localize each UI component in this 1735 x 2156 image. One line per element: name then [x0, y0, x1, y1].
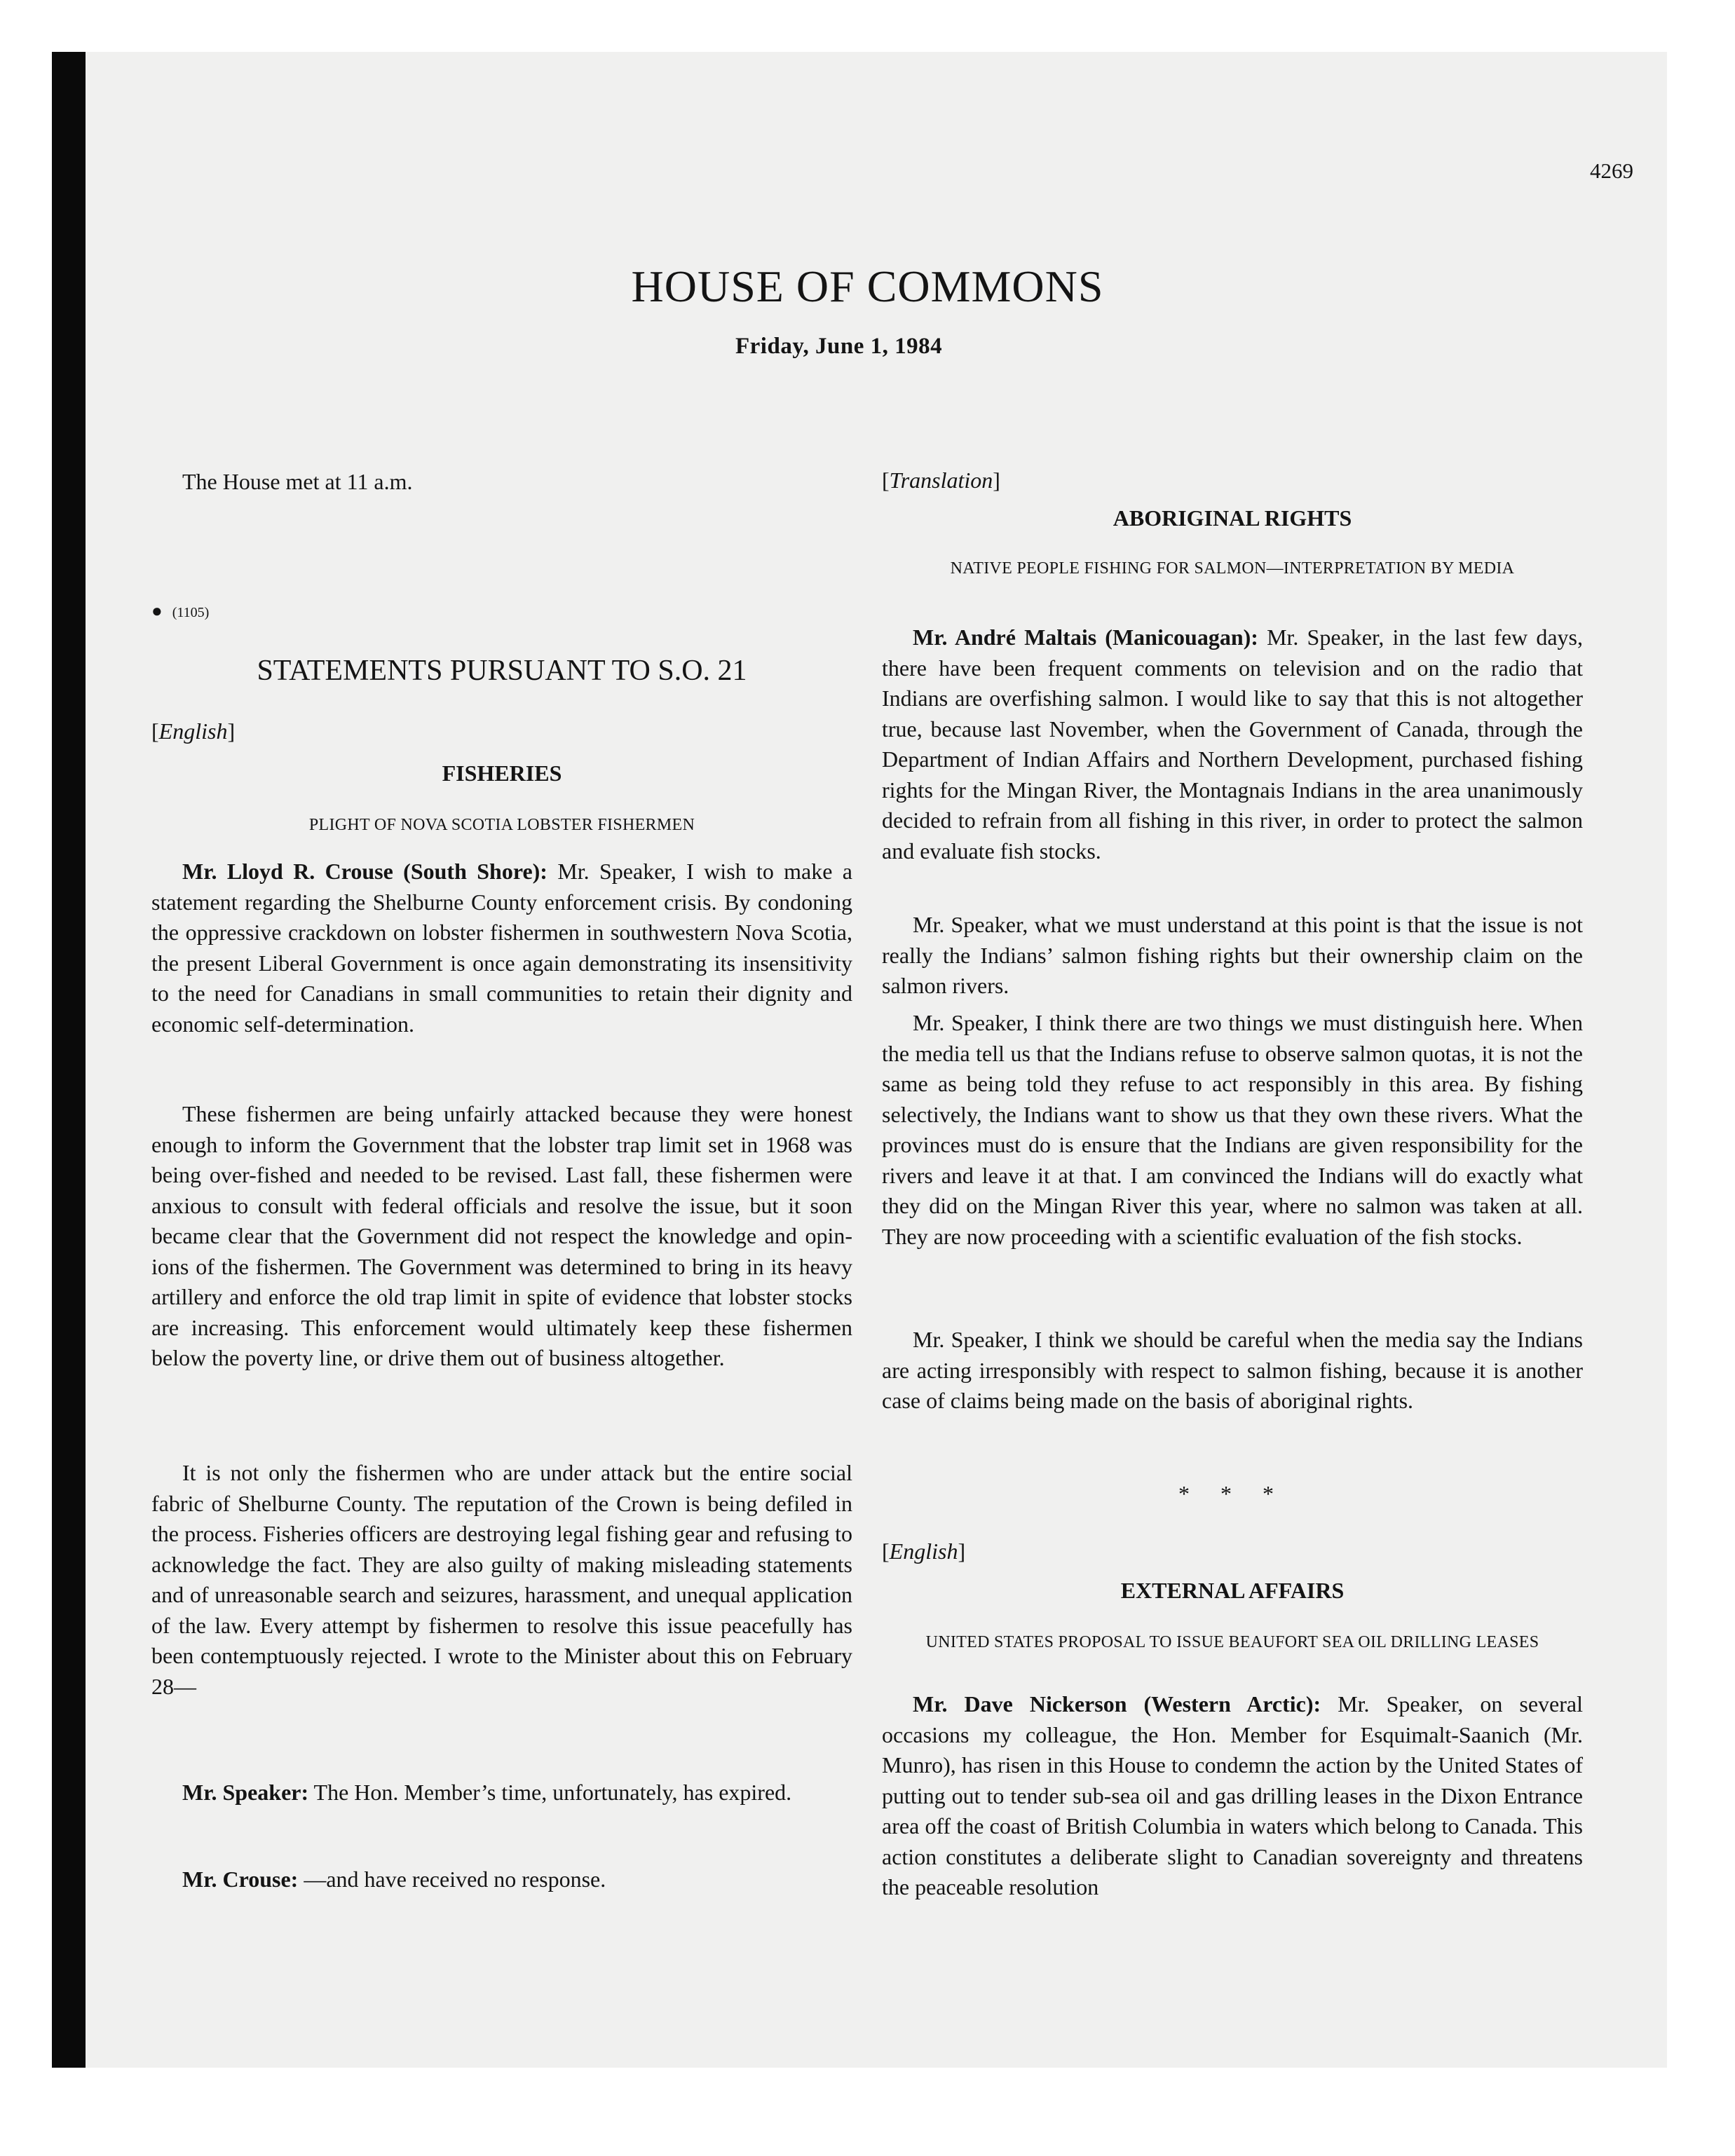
language-tag-translation: [Translation]: [882, 468, 1000, 493]
speech-text: —and have received no response.: [298, 1867, 606, 1892]
speech-crouse-p1: [151, 857, 852, 1039]
time-marker: [151, 594, 852, 629]
speech-text: Mr. Speaker, in the last few days, there have been frequent comments on television and on the radio that Indians are overfishing salmon. I would like to say that this is not altogether true, because last November, when the Government of Canada, through the Department of Indian Affairs and Northern Development, purchased fishing rights for the Mingan River, the Montagnais Indians in the area unanimously decided to refrain from all fishing in this river, in order to protect the salmon and evaluate fish stocks.: [882, 625, 1584, 864]
speaker-name: Mr. Crouse:: [182, 1867, 299, 1892]
sitting-date: Friday, June 1, 1984: [735, 334, 943, 359]
speech-crouse-closing: [151, 1864, 852, 1895]
subject-heading-fisheries: FISHERIES: [442, 760, 562, 786]
topic-heading-salmon: NATIVE PEOPLE FISHING FOR SALMON—INTERPRETATION BY MEDIA: [950, 559, 1515, 578]
bullet-icon: ●: [151, 601, 163, 621]
speech-maltais-p4: Mr. Speaker, I think we should be careful when the media say the Indians are acting irresponsibly with respect to salmon fishing, because it is another case of claims being made on the basis of aboriginal rights.: [882, 1327, 1583, 1413]
language-tag-text: English: [158, 718, 228, 744]
subject-heading-external-affairs: EXTERNAL AFFAIRS: [1120, 1578, 1345, 1603]
section-title: STATEMENTS PURSUANT TO S.O. 21: [257, 655, 747, 687]
page-number: 4269: [1590, 158, 1633, 183]
scan-edge-bar: [52, 52, 86, 2068]
speech-maltais-p2: Mr. Speaker, what we must understand at this point is that the issue is not really the Indians’ salmon fishing rights but their ownership claim on the salmon rivers.: [882, 912, 1583, 998]
speech-maltais-p1: [882, 622, 1583, 866]
topic-heading-lobster: PLIGHT OF NOVA SCOTIA LOBSTER FISHERMEN: [308, 816, 695, 834]
speech-text: The Hon. Member’s time, unfortunately, has expired.: [308, 1780, 792, 1805]
speech-crouse-p3: It is not only the fishermen who are under attack but the entire social fabric of Shelburne County. The reputation of the Crown is being defiled in the process. Fisheries officers are destroying legal fishing gear and refusing to acknowledge the fact. They are also guilty of making misleading statements and of unreasonable search and seizures, harassment, and unequal application of the law. Every attempt by fishermen to resolve this issue peacefully has been contemptuously rejected. I wrote to the Minister about this on February 28—: [151, 1460, 852, 1699]
speaker-name: Mr. Dave Nickerson (Western Arctic):: [913, 1691, 1321, 1717]
speaker-name: Mr. André Maltais (Manicouagan):: [913, 625, 1258, 650]
section-separator: * * *: [1178, 1481, 1286, 1506]
topic-heading-beaufort-sea: UNITED STATES PROPOSAL TO ISSUE BEAUFORT SEA OIL DRILLING LEASES: [925, 1633, 1539, 1651]
time-marker-label: (1105): [172, 605, 210, 620]
subject-heading-aboriginal-rights: ABORIGINAL RIGHTS: [1113, 505, 1352, 531]
speech-crouse-p2: These fishermen are being unfairly attacked because they were honest enough to inform the Government that the lobster trap limit set in 1968 was being over-fished and needed to be revised. Last fall, these fishermen were anxious to consult with federal officials and resolve the issue, but it soon became clear that the Government did not respect the knowledge and opinions of the fishermen. The Government was determined to bring in its heavy artillery and enforce the old trap limit in spite of evidence that lobster stocks are increasing. This enforcement would ultimately keep these fishermen below the poverty line, or drive them out of business altogether.: [151, 1101, 852, 1370]
speech-speaker-interjection: [151, 1778, 852, 1808]
language-tag-english: [English]: [882, 1538, 966, 1564]
speech-maltais-p3: Mr. Speaker, I think there are two things we must distinguish here. When the media tell us that the Indians refuse to observe salmon quotas, it is not the same as being told they refuse to act responsibly in this area. By fishing selectively, the Indians want to show us that they own these rivers. What the provinces must do is ensure that the Indians are given responsibility for the rivers and leave it at that. I am convinced the Indians will do exactly what they did on the Mingan River this year, where no salmon was taken at all. They are now proceeding with a scientific evaluation of the fish stocks.: [882, 1010, 1583, 1249]
speech-text: Mr. Speaker, I wish to make a statement regarding the Shelburne County enforcement crisis. By condoning the oppressive crackdown on lobster fishermen in southwestern Nova Scotia, the present Liberal Government is once again demonstrating its insensitivity to the need for Canadians in small communities to retain their dignity and economic self-determination.: [151, 859, 853, 1037]
speaker-name: Mr. Speaker:: [182, 1780, 309, 1805]
page-title: HOUSE OF COMMONS: [631, 261, 1104, 311]
sitting-opening: The House met at 11 a.m.: [182, 469, 413, 494]
speech-text: Mr. Speaker, on several occasions my colleague, the Hon. Member for Esquimalt-Saanich (Mr. Munro), has risen in this House to condemn the action by the United States of putting out to tender sub-sea oil and gas drilling leases in the Dixon Entrance area off the coast of British Columbia in waters which belong to Canada. This action constitutes a deliberate slight to Canadian sovereignty and threatens the peaceable resolution: [882, 1691, 1583, 1899]
language-tag-english: [English]: [151, 718, 236, 744]
language-tag-text: English: [889, 1538, 958, 1564]
language-tag-text: Translation: [889, 468, 993, 493]
speaker-name: Mr. Lloyd R. Crouse (South Shore):: [182, 859, 547, 884]
speech-nickerson-p1: [882, 1689, 1583, 1903]
